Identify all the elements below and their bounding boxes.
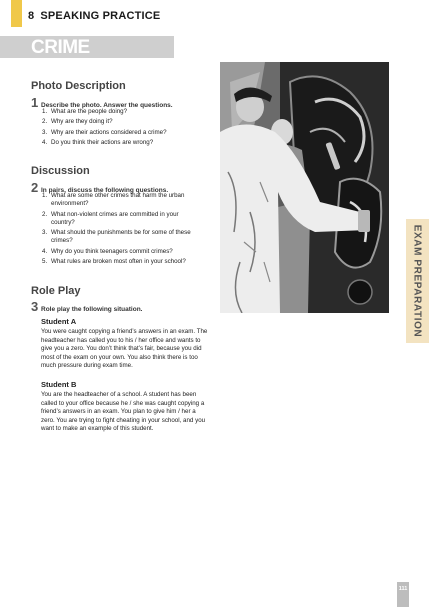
list-item: 3. What should the punishments be for some of these crimes?	[42, 229, 191, 245]
task-number: 3	[31, 299, 39, 314]
task-instruction: Describe the photo. Answer the questions.	[41, 102, 173, 109]
unit-number: 8	[28, 10, 35, 22]
task-number: 1	[31, 95, 39, 110]
list-item: 4. Do you think their actions are wrong?	[42, 139, 154, 147]
task-number: 2	[31, 180, 39, 195]
student-a-text: You were caught copying a friend’s answers in an exam. The headteacher has called you to his / her office and wants to give you a zero. You don’t think that’s fair, because you did most of the exam on your own. You also think there is too much pressure during exam time.	[41, 328, 208, 370]
discussion-questions-list	[42, 192, 192, 269]
task-instruction: In pairs, discuss the following questions.	[41, 187, 169, 194]
exam-preparation-label: EXAM PREPARATION	[411, 224, 423, 338]
list-item: 1. What are the people doing?	[42, 108, 128, 115]
task-3	[31, 299, 142, 314]
page-number: 111	[398, 586, 408, 592]
list-item: 2. Why are they doing it?	[42, 118, 113, 126]
list-item: 1. What are some other crimes that harm the urban environment?	[42, 192, 185, 208]
list-item: 3. Why are their actions considered a crime?	[42, 128, 167, 136]
list-item: 2. What non-violent crimes are committed in your country?	[42, 210, 179, 226]
student-a-heading: Student A	[41, 317, 77, 326]
unit-title: SPEAKING PRACTICE	[40, 10, 161, 22]
page-title: CRIME	[31, 37, 90, 58]
graffiti-photo	[220, 62, 389, 313]
task-instruction: Role play the following situation.	[41, 306, 143, 313]
unit-color-tab	[11, 0, 22, 27]
list-item: 4. Why do you think teenagers commit crimes?	[42, 247, 173, 255]
list-item: 5. What rules are broken most often in your school?	[42, 258, 186, 266]
unit-heading	[28, 10, 160, 22]
student-b-text: You are the headteacher of a school. A student has been called to your office because he / she was caught copying a friend’s answers in an exam. You plan to give him / her a zero. You are trying to fight cheating in your school, and you want to make an example of this student.	[41, 391, 206, 433]
role-play-heading: Role Play	[31, 285, 81, 297]
student-b-heading: Student B	[41, 380, 77, 389]
photo-questions-list	[42, 108, 212, 150]
photo-description-heading: Photo Description	[31, 80, 126, 92]
discussion-heading: Discussion	[31, 165, 90, 177]
